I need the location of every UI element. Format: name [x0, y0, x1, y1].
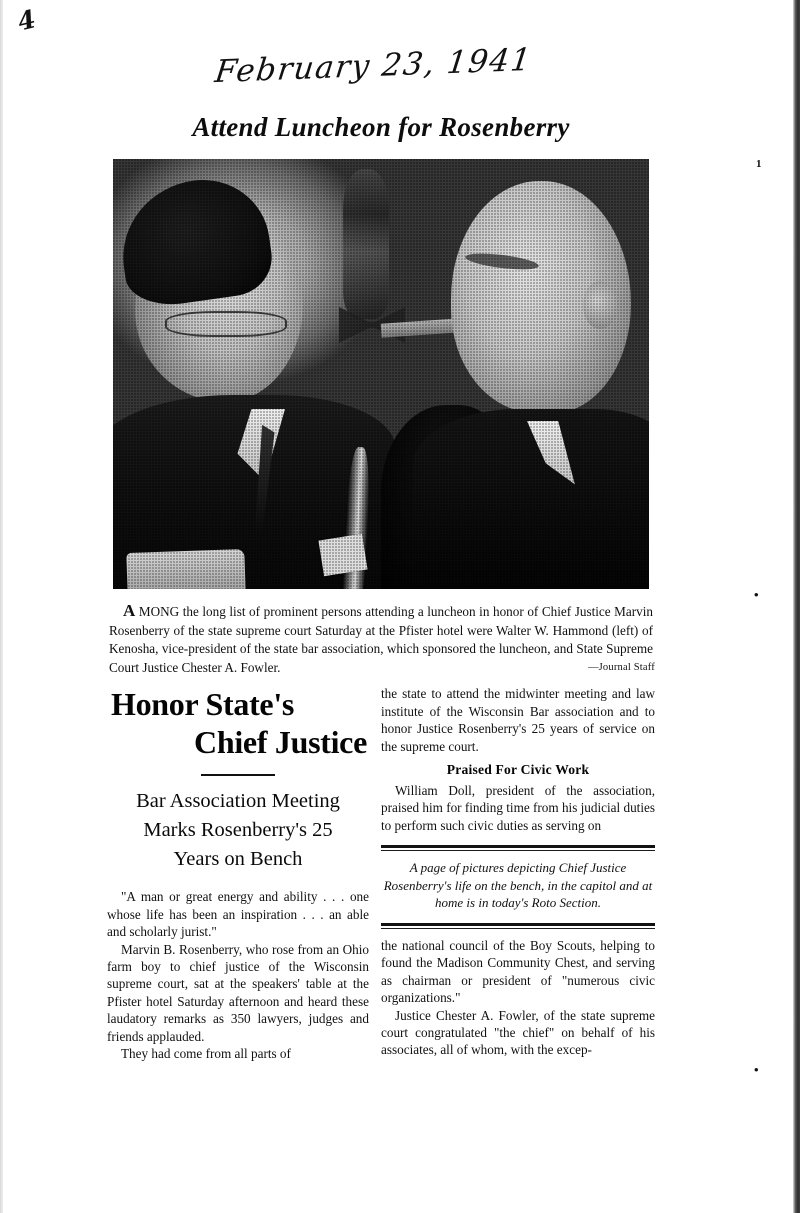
photo-credit: —Journal Staff	[587, 662, 655, 674]
handwritten-page-number: 4	[14, 4, 38, 37]
right-column-text-bottom	[381, 937, 655, 1059]
section-subhead: Praised For Civic Work	[446, 762, 590, 777]
roto-section-promo	[381, 859, 655, 912]
photo-headline: Attend Luncheon for Rosenberry	[192, 112, 570, 142]
left-column-text	[107, 888, 369, 1062]
subheadline-line-3: Years on Bench	[173, 848, 303, 871]
margin-mark-top: 1	[756, 158, 762, 170]
article-headline	[107, 685, 369, 761]
right-column-text-middle	[381, 782, 655, 834]
promo-text: A page of pictures depicting Chief Justice Rosenberry's life on the bench, in the capitol and at home is in today's Roto Section.	[383, 860, 653, 911]
table-object	[126, 549, 245, 589]
paragraph: the state to attend the midwinter meeting and law institute of the Wisconsin Bar association and to honor Justice Rosenberry's 25 years of service on the supreme court.	[381, 686, 655, 754]
rule-thick	[381, 845, 655, 848]
promo-bottom-rule	[381, 923, 655, 929]
caption-initial-letter: A	[123, 601, 136, 620]
subheadline-line-1: Bar Association Meeting	[136, 790, 340, 813]
paragraph: the national council of the Boy Scouts, helping to found the Madison Community Chest, and serving as chairman or president of "numerous civic organizations."	[381, 938, 655, 1006]
article-headline-line2: Chief Justice	[194, 724, 367, 761]
margin-mark-bottom: •	[754, 1062, 759, 1077]
paragraph: They had come from all parts of	[121, 1046, 291, 1062]
rule-thick	[381, 923, 655, 926]
rule-thin	[381, 928, 655, 929]
right-column-text-top	[381, 685, 655, 755]
newspaper-clipping	[107, 112, 655, 1062]
scan-edge-right	[793, 0, 800, 1213]
paragraph: William Doll, president of the association, praised him for finding time from his judicial duties to perform such civic duties as serving on	[381, 783, 655, 833]
promo-top-rule	[381, 845, 655, 851]
margin-mark-middle: •	[754, 587, 759, 602]
article-column-left	[107, 685, 369, 1062]
headline-divider-rule	[201, 774, 275, 776]
eyeglasses-icon	[165, 311, 287, 337]
paragraph: "A man or great energy and ability . . . one whose life has been an inspiration . . . an able and scholarly jurist."	[107, 889, 369, 940]
article-headline-line1: Honor State's	[111, 686, 295, 723]
name-badge	[318, 534, 367, 576]
article-column-right	[381, 685, 655, 1062]
caption-text: MONG the long list of prominent persons attending a luncheon in honor of Chief Justice Marvin Rosenberry of the state supreme court Saturday at the Pfister hotel were Walter W. Hammond (left) of Kenosha, vice-president of the state bar association, which sponsored the luncheon, and State Supreme Court Justice Chester A. Fowler.	[109, 604, 653, 675]
handwritten-date: February 23, 1941	[212, 41, 535, 91]
left-man-hair	[113, 171, 276, 310]
article-body	[107, 685, 655, 1062]
paragraph: Marvin B. Rosenberry, who rose from an Ohio farm boy to chief justice of the Wisconsin supreme court, sat at the speakers' table at the Pfister hotel Saturday afternoon and heard these laudatory remarks as 350 lawyers, judges and friends applauded.	[107, 941, 369, 1044]
subheadline-line-2: Marks Rosenberry's 25	[143, 819, 333, 842]
paragraph: Justice Chester A. Fowler, of the state supreme court congratulated "the chief" on behalf of his associates, all of whom, with the excep-	[381, 1007, 655, 1058]
scan-edge-left	[0, 0, 3, 1213]
right-man-ear	[583, 281, 617, 329]
luncheon-photograph	[113, 159, 649, 589]
wall-ornament	[343, 169, 389, 319]
right-man-suit	[413, 409, 649, 589]
article-subheadline	[107, 787, 369, 874]
rule-thin	[381, 850, 655, 851]
